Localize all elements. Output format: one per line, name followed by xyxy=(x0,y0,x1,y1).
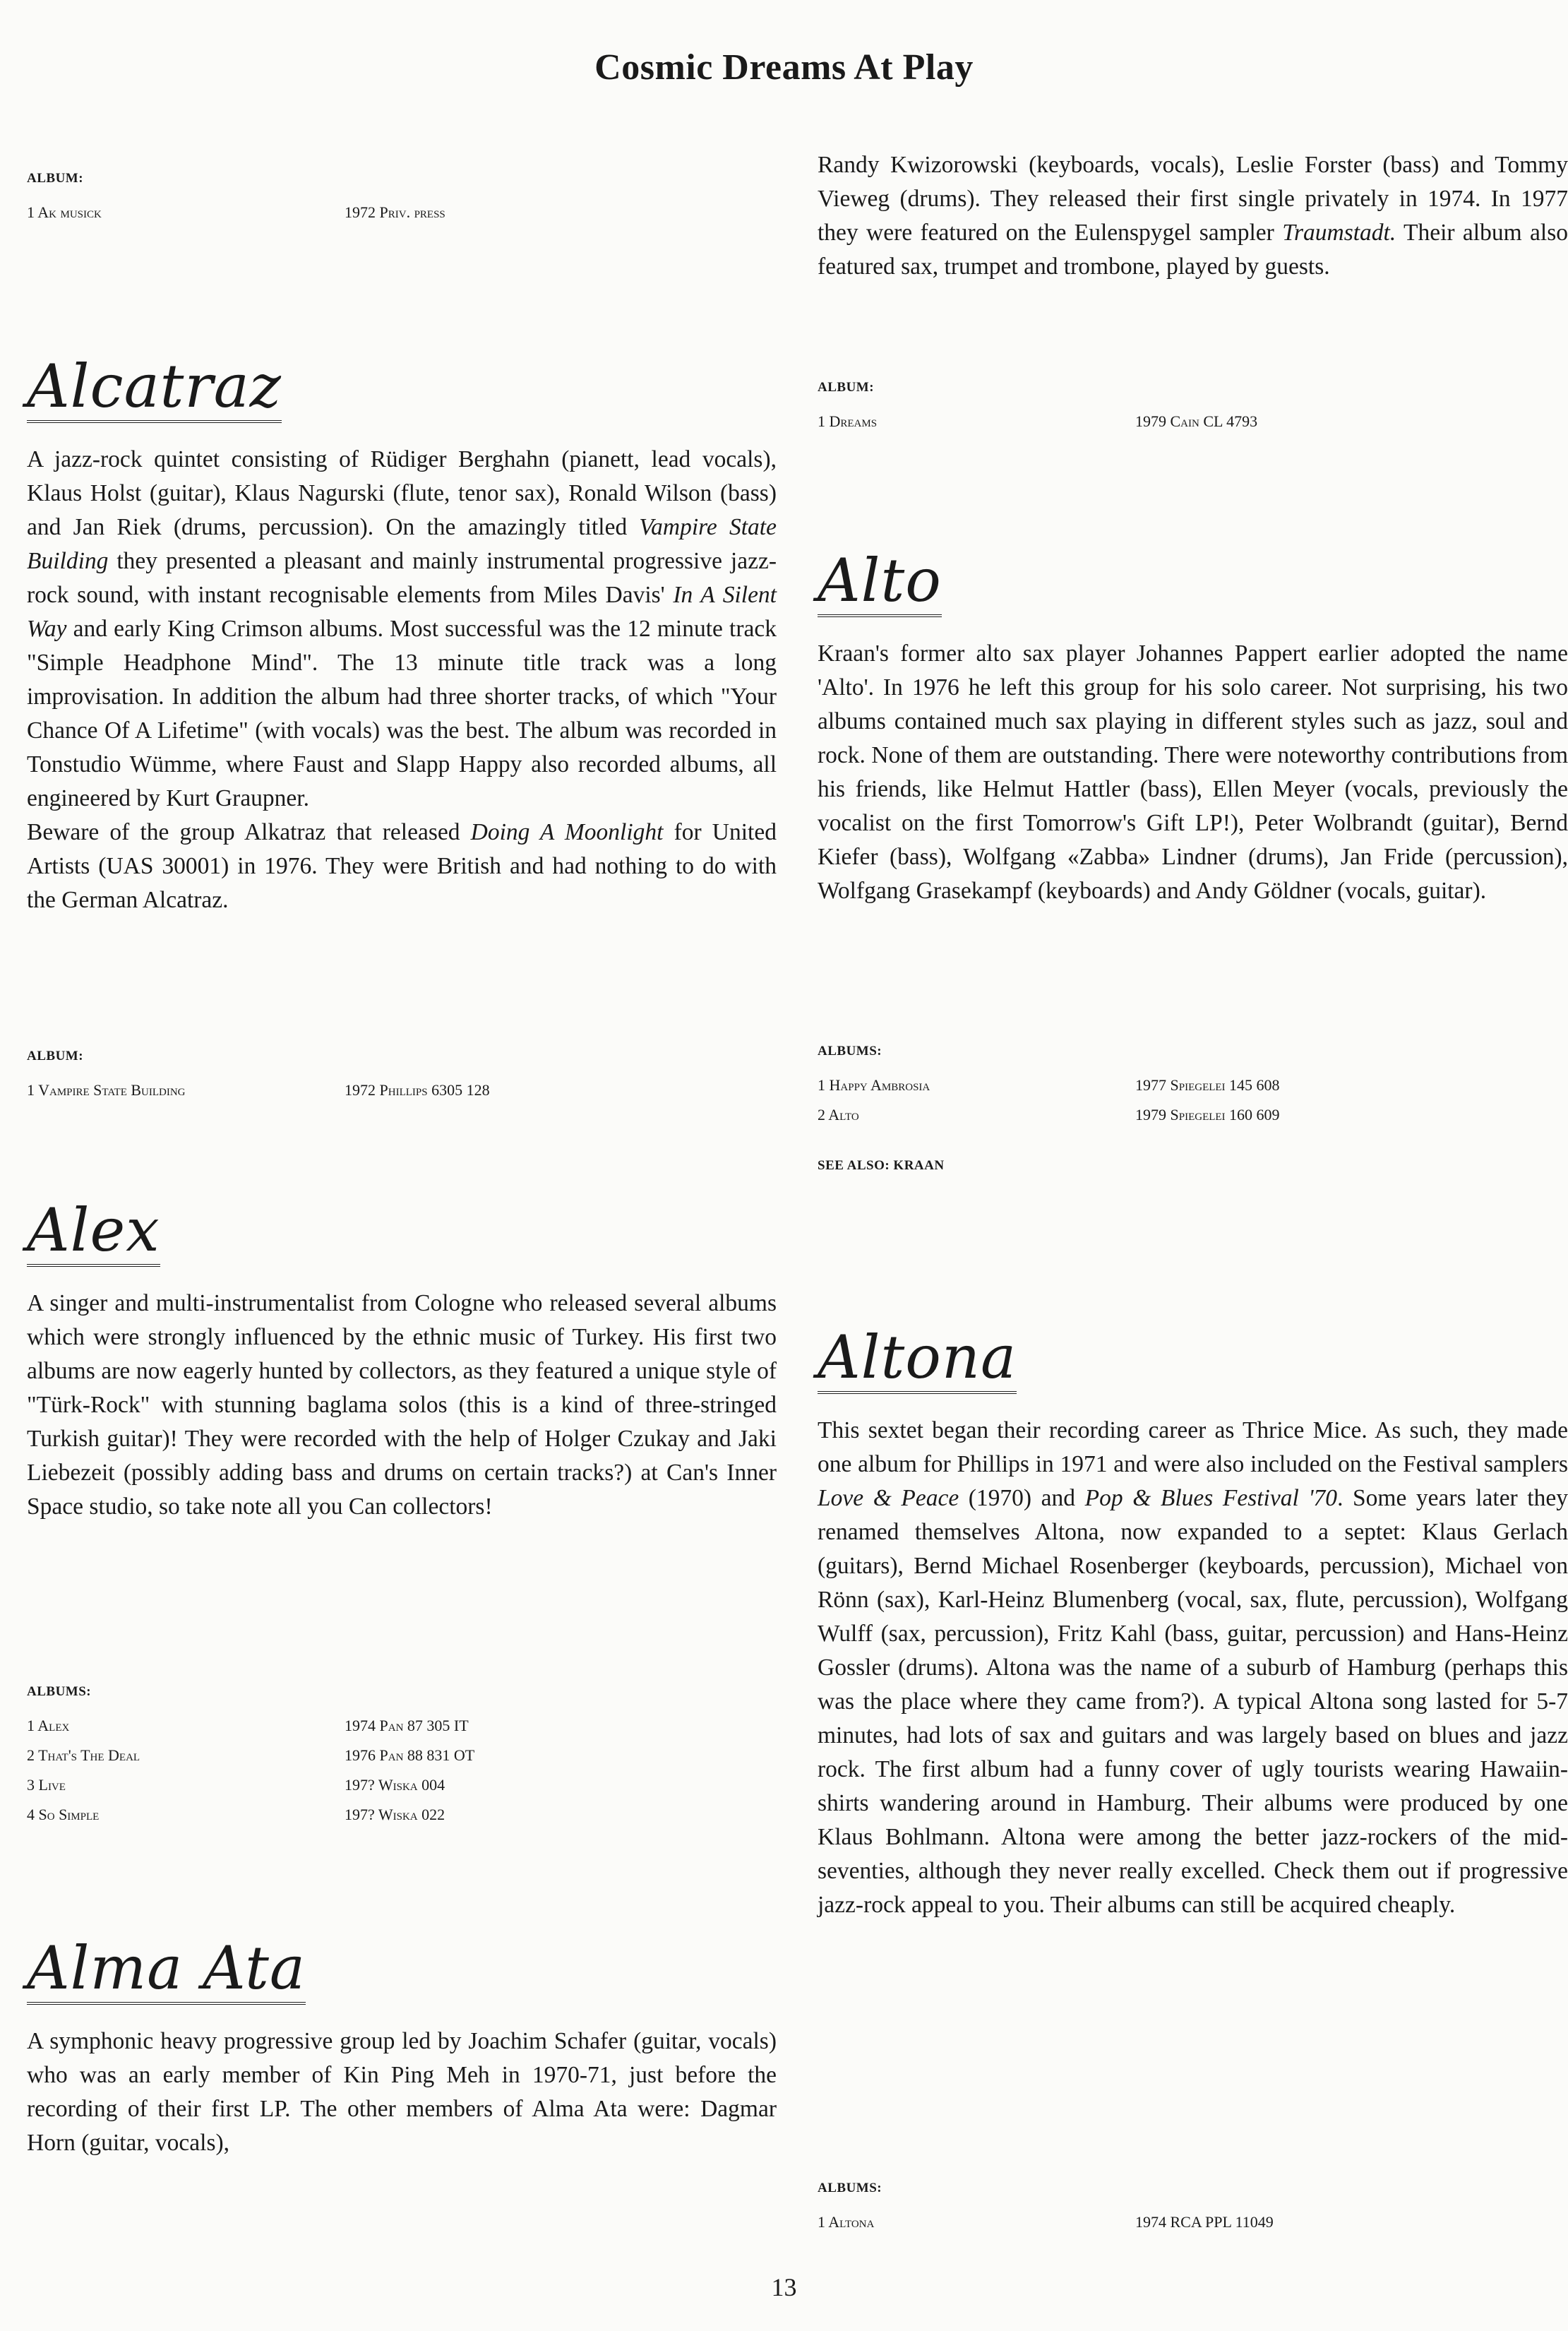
album-row xyxy=(818,1106,1568,1135)
entry-alma-ata-continued xyxy=(818,148,1568,284)
album-catalog: 1972 Priv. press xyxy=(345,203,445,221)
album-title: 1 Happy Ambrosia xyxy=(818,1076,930,1094)
album-title: 4 So Simple xyxy=(27,1806,100,1823)
alma-ata-discography xyxy=(818,380,1568,442)
entry-body xyxy=(27,2025,777,2160)
alcatraz-discography xyxy=(27,1049,777,1111)
album-catalog: 197? Wiska 004 xyxy=(345,1776,445,1794)
entry-body xyxy=(27,1287,777,1524)
band-name: Alex xyxy=(27,1200,160,1267)
alto-discography xyxy=(818,1044,1568,1174)
album-title: 1 Ak musick xyxy=(27,203,102,221)
page-title: Cosmic Dreams At Play xyxy=(594,47,974,88)
album-title: 1 Vampire State Building xyxy=(27,1081,186,1099)
entry-alex xyxy=(27,1196,777,1524)
album-catalog: 197? Wiska 022 xyxy=(345,1806,445,1823)
album-heading: ALBUM: xyxy=(818,380,875,395)
album-row xyxy=(27,1746,777,1776)
album-catalog: 1979 Spiegelei 160 609 xyxy=(1135,1106,1280,1123)
paragraph: Beware of the group Alkatraz that released Doing A Moonlight for United Artists (UAS 30001) in 1976. They were British and had nothing to do with the German Alcatraz. xyxy=(27,819,777,913)
album-title: 2 That's The Deal xyxy=(27,1746,140,1764)
entry-alto xyxy=(818,546,1568,908)
entry-body xyxy=(818,1414,1568,1922)
album-row xyxy=(27,1806,777,1835)
album-row xyxy=(27,1776,777,1806)
entry-altona xyxy=(818,1323,1568,1922)
album-heading: ALBUM: xyxy=(27,1049,84,1063)
album-catalog: 1979 Cain CL 4793 xyxy=(1135,412,1258,430)
album-row xyxy=(818,1076,1568,1106)
paragraph: A singer and multi-instrumentalist from Cologne who released several albums which were strongly influenced by the ethnic music of Turkey. His first two albums are now eagerly hunted by collectors, as they featured a unique style of "Türk-Rock" with stunning baglama solos (this is a kind of three-stringed Turkish guitar)! They were recorded with the help of Holger Czukay and Jaki Liebezeit (possibly adding bass and drums on certain tracks?) at Can's Inner Space studio, so take note all you Can collectors! xyxy=(27,1290,777,1520)
album-heading: ALBUMS: xyxy=(27,1684,92,1699)
altona-discography xyxy=(818,2181,1568,2243)
album-catalog: 1977 Spiegelei 145 608 xyxy=(1135,1076,1280,1094)
paragraph: A symphonic heavy progressive group led by Joachim Schafer (guitar, vocals) who was an early member of Kin Ping Meh in 1970-71, just before the recording of their first LP. The other members of Alma Ata were: Dagmar Horn (guitar, vocals), xyxy=(27,2028,777,2156)
page-number: 13 xyxy=(771,2273,797,2301)
album-title: 1 Dreams xyxy=(818,412,878,430)
ak-musick-discography xyxy=(27,171,777,233)
album-row xyxy=(27,1081,777,1111)
entry-body xyxy=(818,148,1568,284)
entry-body xyxy=(27,443,777,917)
album-title: 2 Alto xyxy=(818,1106,859,1123)
see-also: SEE ALSO: KRAAN xyxy=(818,1158,945,1173)
paragraph: Randy Kwizorowski (keyboards, vocals), Leslie Forster (bass) and Tommy Vieweg (drums). They released their first single privately in 1974. In 1977 they were featured on the Eulenspygel sampler Traumstadt. Their album also featured sax, trumpet and trombone, played by guests. xyxy=(818,152,1568,280)
entry-alma-ata xyxy=(27,1933,777,2160)
album-heading: ALBUMS: xyxy=(818,2181,882,2195)
paragraph: Kraan's former alto sax player Johannes Pappert earlier adopted the name 'Alto'. In 1976 he left this group for his solo career. Not surprising, his two albums contained much sax playing in different styles such as jazz, soul and rock. None of them are outstanding. There were noteworthy contributions from his friends, like Helmut Hattler (bass), Ellen Meyer (vocals, previously the vocalist on the first Tomorrow's Gift LP!), Peter Wolbrandt (guitar), Bernd Kiefer (bass), Wolfgang «Zabba» Lindner (drums), Jan Fride (percussion), Wolfgang Grasekampf (keyboards) and Andy Göldner (vocals, guitar). xyxy=(818,640,1568,904)
album-heading: ALBUMS: xyxy=(818,1044,882,1059)
album-heading: ALBUM: xyxy=(27,171,84,186)
album-catalog: 1976 Pan 88 831 OT xyxy=(345,1746,475,1764)
album-title: 1 Alex xyxy=(27,1717,70,1734)
album-catalog: 1974 Pan 87 305 IT xyxy=(345,1717,469,1734)
entry-body xyxy=(818,637,1568,908)
entry-alcatraz xyxy=(27,352,777,917)
album-catalog: 1974 RCA PPL 11049 xyxy=(1135,2213,1274,2231)
album-title: 3 Live xyxy=(27,1776,66,1794)
album-row xyxy=(818,2213,1568,2243)
paragraph: This sextet began their recording career as Thrice Mice. As such, they made one album for Phillips in 1971 and were also included on the Festival samplers Love & Peace (1970) and Pop & Blues Festival '70. Some years later they renamed themselves Altona, now expanded to a septet: Klaus Gerlach (guitars), Bernd Michael Rosenberger (keyboards, percussion), Michael von Rönn (sax), Karl-Heinz Blumenberg (vocal, sax, flute, percussion), Wolfgang Wulff (sax, percussion), Fritz Kahl (bass, guitar, percussion) and Hans-Heinz Gossler (drums). Altona was the name of a suburb of Hamburg (perhaps this was the place where they came from?). A typical Altona song lasted for 5-7 minutes, had lots of sax and guitars and was largely based on blues and jazz rock. The first album had a funny cover of ugly tourists wearing Hawaiin-shirts wandering around in Hamburg. Their albums were produced by one Klaus Bohlmann. Altona were among the better jazz-rockers of the mid-seventies, although they never really excelled. Check them out if progressive jazz-rock appeal to you. Their albums can still be acquired cheaply. xyxy=(818,1417,1568,1918)
album-title: 1 Altona xyxy=(818,2213,875,2231)
paragraph: A jazz-rock quintet consisting of Rüdiger Berghahn (pianett, lead vocals), Klaus Holst (guitar), Klaus Nagurski (flute, tenor sax), Ronald Wilson (bass) and Jan Riek (drums, percussion). On the amazingly titled Vampire State Building they presented a pleasant and mainly instrumental progressive jazz-rock sound, with instant recognisable elements from Miles Davis' In A Silent Way and early King Crimson albums. Most successful was the 12 minute track "Simple Headphone Mind". The 13 minute title track was a long improvisation. In addition the album had three shorter tracks, of which "Your Chance Of A Lifetime" (with vocals) was the best. The album was recorded in Tonstudio Wümme, where Faust and Slapp Happy also recorded albums, all engineered by Kurt Graupner. xyxy=(27,446,777,811)
album-row xyxy=(27,1717,777,1746)
album-row xyxy=(27,203,777,233)
album-catalog: 1972 Phillips 6305 128 xyxy=(345,1081,490,1099)
band-name: Altona xyxy=(818,1328,1017,1394)
band-name: Alto xyxy=(818,551,942,617)
alex-discography xyxy=(27,1684,777,1835)
band-name: Alma Ata xyxy=(27,1938,306,2005)
band-name: Alcatraz xyxy=(27,357,282,423)
album-row xyxy=(818,412,1568,442)
